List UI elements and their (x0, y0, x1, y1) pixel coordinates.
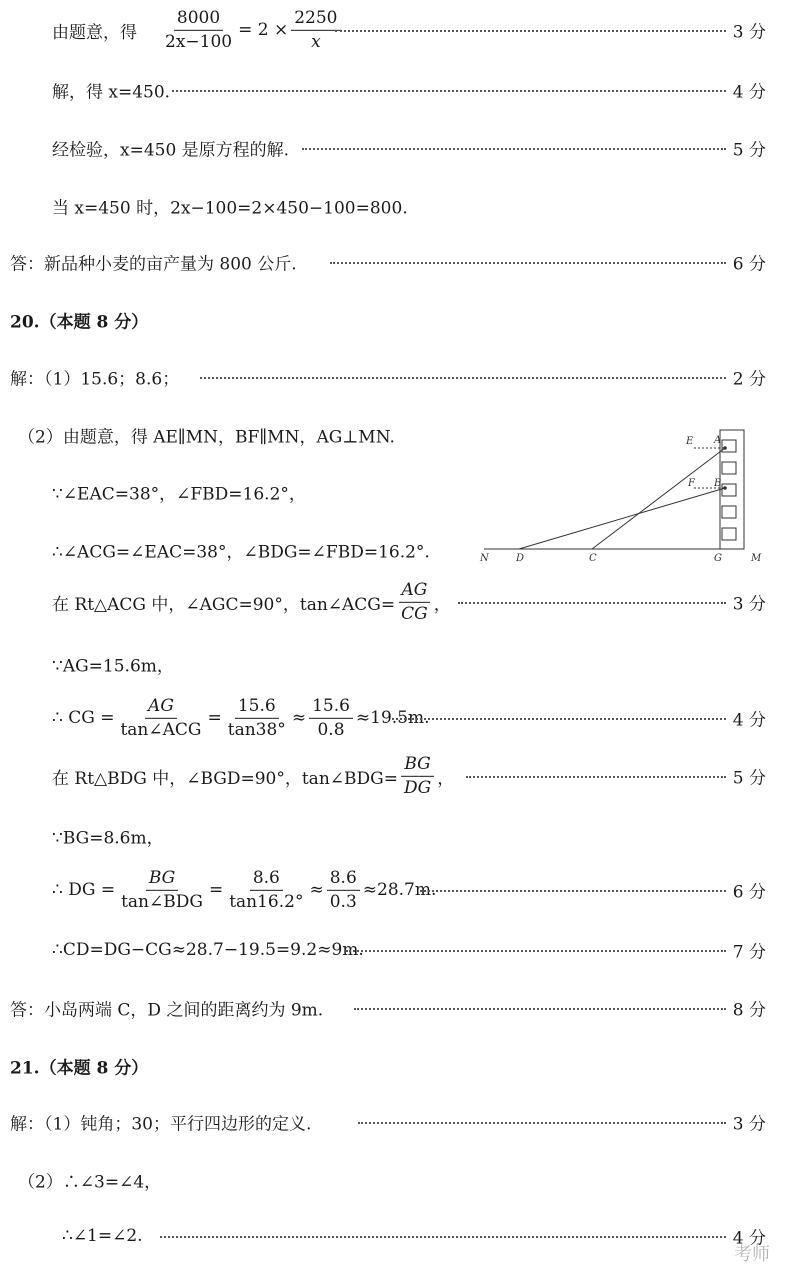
score: 7 分 (732, 942, 766, 963)
q19-check-line (0, 126, 788, 170)
q20-ag-line (0, 642, 788, 686)
q19-answer-text: 答：新品种小麦的亩产量为 800 公斤. (10, 254, 297, 275)
q20-dg-line: ∴ DG = $\frac{BG}{\text{tan∠BDG}}$ = $\frac{8.6}{\tan 16.2^\circ}$ ≈ $\frac{8.6}{0.3}$ ≈28.7m. 6 分 (52, 867, 766, 912)
tower-window (722, 462, 736, 474)
q19-when-text: 当 x=450 时，2x−100=2×450−100=800. (52, 198, 408, 219)
score: 2 分 (732, 369, 766, 390)
point-b (723, 486, 727, 490)
q20-cg-fraction-3: $\frac{15.6}{0.8}$ (309, 697, 353, 739)
q20-cg-lead: ∴ CG = (52, 708, 115, 728)
tower-window (722, 484, 736, 496)
q20-dg-fraction-3: $\frac{8.6}{0.3}$ (327, 869, 360, 911)
label-g: G (714, 553, 722, 564)
q20-rt1-lead: 在 Rt△ACG 中，∠AGC=90°，tan∠ACG= (52, 594, 396, 615)
leader-dots (200, 377, 726, 379)
label-m: M (751, 553, 762, 564)
q20-rt2-lead: 在 Rt△BDG 中，∠BGD=90°，tan∠BDG= (52, 768, 398, 789)
label-f: F (688, 478, 695, 489)
leader-dots (302, 148, 726, 150)
score: 4 分 (732, 1228, 766, 1249)
q20-rt1-fraction: $\frac{AG}{CG}$ (398, 581, 431, 623)
geometry-diagram (472, 424, 772, 572)
score: 3 分 (732, 594, 766, 615)
score: 6 分 (732, 882, 766, 903)
q20-rt1-line: 在 Rt△ACG 中，∠AGC=90°，tan∠ACG= $\frac{AG}{CG}$ ， 3 分 (52, 579, 766, 624)
leader-dots (358, 1122, 726, 1124)
q20-because-angles: ∵∠EAC=38°，∠FBD=16.2°， (52, 484, 306, 505)
q20-cg-fraction-2: $\frac{15.6}{\tan 38^\circ}$ (227, 695, 286, 740)
label-d: D (516, 553, 525, 564)
q20-therefore-angles: ∴∠ACG=∠EAC=38°，∠BDG=∠FBD=16.2°. (52, 542, 430, 563)
q20-cg-line: ∴ CG = $\frac{AG}{\text{tan∠ACG}}$ = $\frac{15.6}{\tan 38^\circ}$ ≈ $\frac{15.6}{0.8}$ ≈19.5m. 4 分 (52, 695, 766, 740)
q21-part1-text: 解：（1）钝角；30；平行四边形的定义. (10, 1114, 312, 1135)
q21-heading-line (0, 1044, 788, 1088)
q20-cg-fraction-1: $\frac{AG}{\text{tan∠ACG}}$ (120, 695, 202, 740)
q21-part1-line (0, 1100, 788, 1144)
line-ac (592, 448, 725, 549)
tower-window (722, 440, 736, 452)
point-a (723, 446, 727, 450)
q20-dg-fraction-1: $\frac{BG}{\text{tan∠BDG}}$ (121, 867, 203, 912)
tower-window (722, 506, 736, 518)
label-n: N (480, 553, 489, 564)
q19-solve-text: 解，得 x=450. (52, 82, 171, 103)
q20-cd-line (0, 928, 788, 972)
q20-part1-text: 解：（1）15.6；8.6； (10, 369, 180, 390)
line-bd (519, 488, 725, 549)
leader-dots (335, 30, 726, 32)
score: 5 分 (732, 768, 766, 789)
q20-rt2-line: 在 Rt△BDG 中，∠BGD=90°，tan∠BDG= $\frac{BG}{DG}$ ， 5 分 (52, 753, 766, 798)
score: 3 分 (732, 1114, 766, 1135)
q19-equation-line (0, 8, 788, 52)
q19-solve-line (0, 68, 788, 112)
score: 8 分 (732, 1000, 766, 1021)
label-a: A (714, 435, 722, 446)
q19-when-line (0, 184, 788, 228)
q20-ag-text: ∵AG=15.6m， (52, 656, 174, 677)
leader-dots (420, 890, 726, 892)
score: 4 分 (732, 82, 766, 103)
q21-last-line (0, 1214, 788, 1258)
q20-part1-line (0, 355, 788, 399)
q20-answer-text: 答：小岛两端 C，D 之间的距离约为 9m. (10, 1000, 324, 1021)
leader-dots (346, 950, 726, 952)
q20-heading-line (0, 298, 788, 342)
q20-answer-line (0, 986, 788, 1030)
q19-check-text: 经检验，x=450 是原方程的解. (52, 140, 290, 161)
q19-eq-mid: = 2 × (238, 20, 289, 40)
label-c: C (589, 553, 597, 564)
tower-window (722, 528, 736, 540)
q19-answer-line (0, 240, 788, 284)
q20-rt2-fraction: $\frac{BG}{DG}$ (401, 755, 434, 797)
q19-eq-lead: 由题意，得 (52, 22, 137, 43)
leader-dots (392, 718, 726, 720)
q20-dg-lead: ∴ DG = (52, 880, 116, 900)
watermark: 考师 (734, 1244, 770, 1265)
q21-part2-text: （2）∴∠3=∠4， (18, 1172, 162, 1193)
q19-fraction-1: $\frac{8000}{2x-100}$ (165, 7, 233, 52)
leader-dots (354, 1008, 726, 1010)
q21-part2-line (0, 1158, 788, 1202)
q20-bg-text: ∵BG=8.6m， (52, 828, 164, 849)
q20-dg-fraction-2: $\frac{8.6}{\tan 16.2^\circ}$ (229, 867, 304, 912)
leader-dots (330, 262, 726, 264)
score: 6 分 (732, 254, 766, 275)
score: 4 分 (732, 710, 766, 731)
q20-cd-text: ∴CD=DG−CG≈28.7−19.5=9.2≈9m. (52, 940, 364, 960)
q21-last-text: ∴∠1=∠2. (62, 1226, 143, 1246)
score: 3 分 (732, 22, 766, 43)
score: 5 分 (732, 140, 766, 161)
q21-heading: 21.（本题 8 分） (10, 1058, 149, 1079)
label-e: E (686, 436, 694, 447)
q19-fraction-2: $\frac{2250}{x}$ (291, 9, 340, 51)
leader-dots (160, 1236, 726, 1238)
leader-dots (466, 776, 726, 778)
q20-bg-line (0, 814, 788, 858)
leader-dots (458, 602, 726, 604)
q20-part2-intro: （2）由题意，得 AE∥MN，BF∥MN，AG⊥MN. (18, 427, 395, 448)
leader-dots (172, 90, 726, 92)
q20-heading: 20.（本题 8 分） (10, 312, 149, 333)
label-b: B (714, 478, 722, 489)
